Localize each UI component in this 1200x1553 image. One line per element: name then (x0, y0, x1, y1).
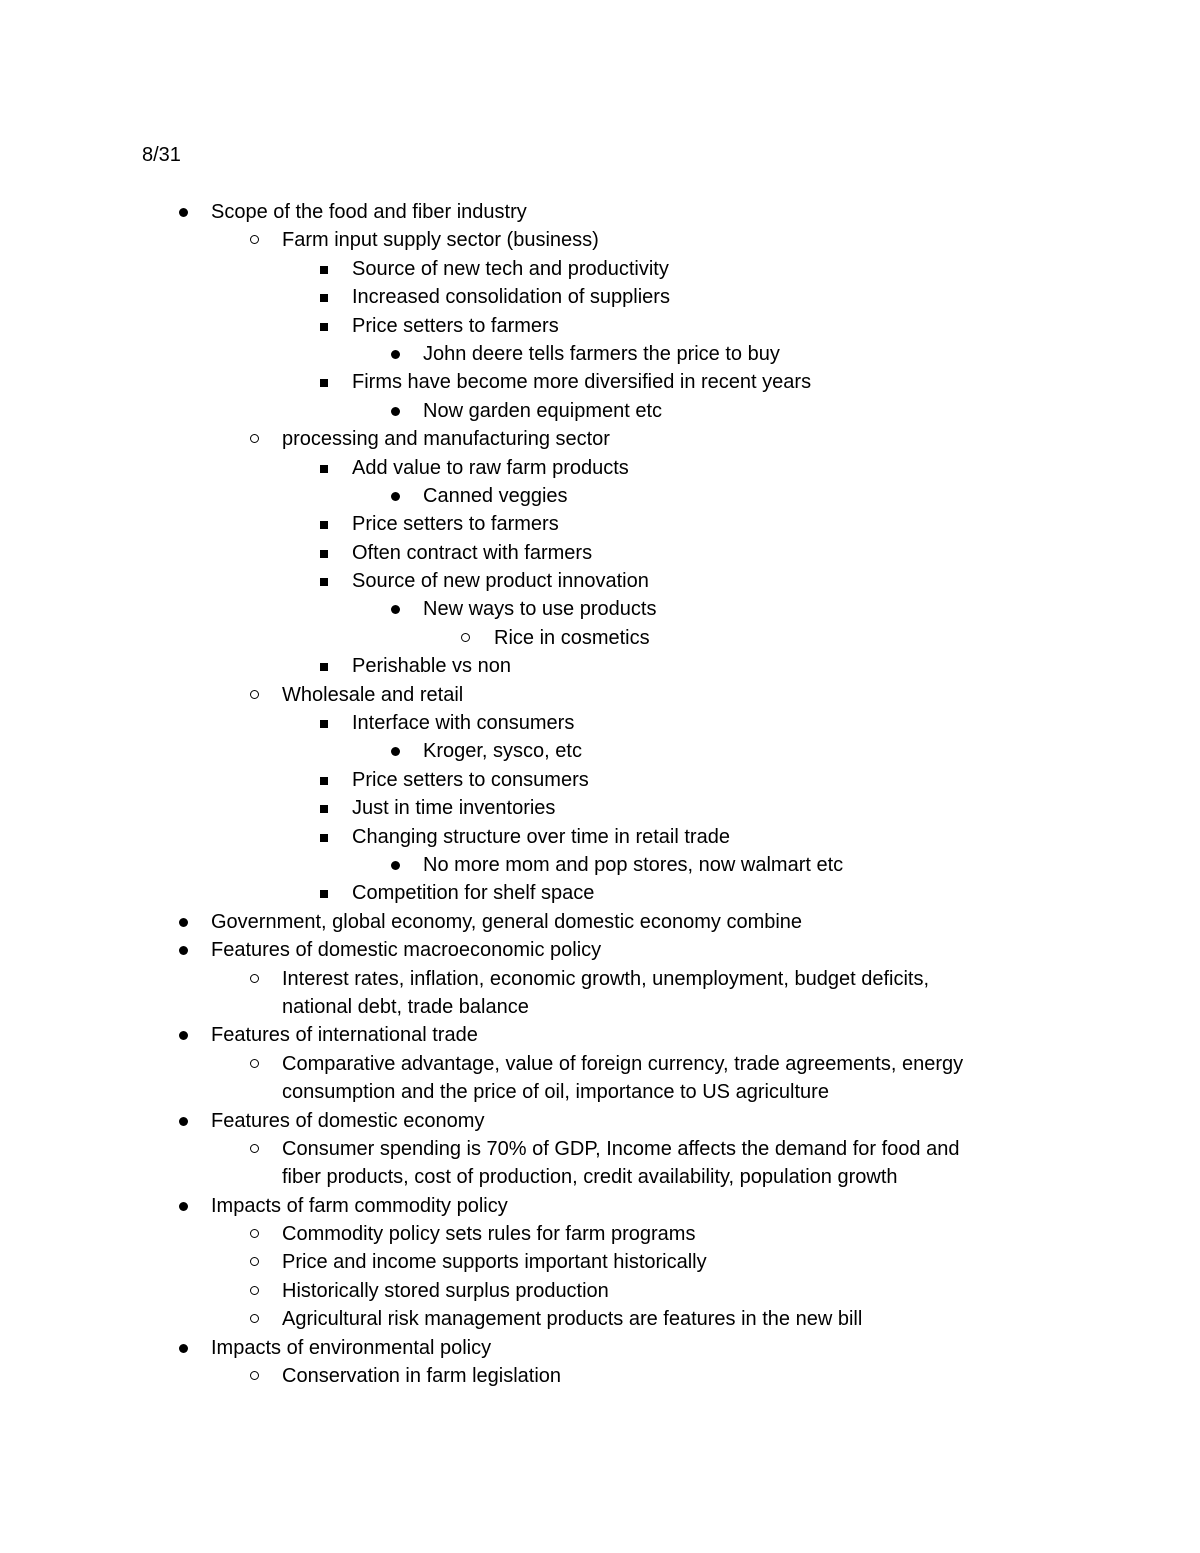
list-item-text: Just in time inventories (352, 797, 556, 820)
list-item-text: national debt, trade balance (282, 995, 529, 1018)
list-item (0, 1192, 1200, 1220)
list-item-text: Price setters to farmers (352, 513, 559, 536)
list-item-text: Increased consolidation of suppliers (352, 286, 670, 309)
list-item-text: Features of domestic economy (211, 1109, 485, 1132)
list-item (0, 567, 1200, 595)
list-item (0, 482, 1200, 510)
list-item (0, 368, 1200, 396)
list-item-text: Commodity policy sets rules for farm programs (282, 1223, 696, 1246)
list-item (0, 1135, 1200, 1163)
list-item (0, 1107, 1200, 1135)
list-item-text: Source of new tech and productivity (352, 257, 669, 280)
list-item-text: Impacts of farm commodity policy (211, 1194, 508, 1217)
square-bullet-icon (320, 521, 328, 529)
list-item (0, 879, 1200, 907)
list-item (0, 454, 1200, 482)
bullet-list (0, 198, 1200, 1390)
square-bullet-icon (320, 777, 328, 785)
circle-bullet-icon (250, 1229, 259, 1238)
list-item (0, 1050, 1200, 1078)
list-item (0, 681, 1200, 709)
disc-bullet-icon (391, 492, 400, 501)
list-item (0, 1248, 1200, 1276)
list-item (0, 1362, 1200, 1390)
square-bullet-icon (320, 890, 328, 898)
list-item-text: New ways to use products (423, 598, 657, 621)
list-item (0, 283, 1200, 311)
disc-bullet-icon (391, 861, 400, 870)
list-item (0, 425, 1200, 453)
circle-bullet-icon (250, 434, 259, 443)
list-item (0, 965, 1200, 993)
list-item (0, 851, 1200, 879)
list-item (0, 1078, 1200, 1106)
list-item-text: Historically stored surplus production (282, 1279, 609, 1302)
list-item (0, 312, 1200, 340)
list-item-text: Now garden equipment etc (423, 399, 663, 422)
circle-bullet-icon (250, 1371, 259, 1380)
list-item (0, 255, 1200, 283)
list-item-text: Comparative advantage, value of foreign currency, trade agreements, energy (282, 1052, 964, 1075)
list-item-text: Conservation in farm legislation (282, 1365, 562, 1388)
note-date: 8/31 (142, 144, 181, 166)
square-bullet-icon (320, 805, 328, 813)
list-item (0, 1277, 1200, 1305)
list-item (0, 993, 1200, 1021)
disc-bullet-icon (179, 1117, 188, 1126)
list-item-text: fiber products, cost of production, credit availability, population growth (282, 1166, 898, 1189)
circle-bullet-icon (250, 1144, 259, 1153)
list-item-text: processing and manufacturing sector (282, 428, 610, 451)
square-bullet-icon (320, 578, 328, 586)
circle-bullet-icon (250, 1314, 259, 1323)
list-item-text: Rice in cosmetics (494, 626, 650, 649)
square-bullet-icon (320, 663, 328, 671)
disc-bullet-icon (179, 918, 188, 927)
list-item (0, 198, 1200, 226)
list-item (0, 624, 1200, 652)
square-bullet-icon (320, 379, 328, 387)
list-item (0, 1305, 1200, 1333)
list-item-text: Scope of the food and fiber industry (211, 201, 527, 223)
list-item-text: Price setters to farmers (352, 314, 559, 337)
list-item-text: Impacts of environmental policy (211, 1336, 492, 1359)
circle-bullet-icon (250, 1257, 259, 1266)
list-item-text: Government, global economy, general domestic economy combine (211, 910, 803, 933)
list-item (0, 397, 1200, 425)
list-item-text: Consumer spending is 70% of GDP, Income affects the demand for food and (282, 1137, 960, 1160)
list-item-text: Interface with consumers (352, 712, 575, 735)
disc-bullet-icon (391, 747, 400, 756)
list-item (0, 226, 1200, 254)
list-item (0, 908, 1200, 936)
disc-bullet-icon (179, 946, 188, 955)
disc-bullet-icon (179, 208, 188, 217)
disc-bullet-icon (391, 407, 400, 416)
square-bullet-icon (320, 323, 328, 331)
list-item-text: Canned veggies (423, 484, 568, 507)
disc-bullet-icon (179, 1344, 188, 1353)
list-item (0, 794, 1200, 822)
list-item (0, 936, 1200, 964)
list-item-text: Interest rates, inflation, economic growth, unemployment, budget deficits, (282, 967, 930, 990)
list-item-text: consumption and the price of oil, importance to US agriculture (282, 1081, 829, 1104)
list-item (0, 709, 1200, 737)
list-item (0, 595, 1200, 623)
list-item-text: Farm input supply sector (business) (282, 229, 599, 252)
list-item-text: John deere tells farmers the price to buy (423, 342, 780, 365)
circle-bullet-icon (250, 690, 259, 699)
square-bullet-icon (320, 720, 328, 728)
list-item (0, 1021, 1200, 1049)
list-item-text: Features of domestic macroeconomic policy (211, 939, 602, 962)
list-item (0, 1163, 1200, 1191)
list-item-text: Perishable vs non (352, 655, 511, 678)
list-item (0, 737, 1200, 765)
list-item (0, 1220, 1200, 1248)
list-item (0, 823, 1200, 851)
list-item-text: Add value to raw farm products (352, 456, 629, 479)
list-item (0, 539, 1200, 567)
list-item-text: Source of new product innovation (352, 570, 649, 593)
circle-bullet-icon (250, 235, 259, 244)
list-item-text: Price setters to consumers (352, 768, 589, 791)
circle-bullet-icon (250, 974, 259, 983)
list-item (0, 510, 1200, 538)
list-item-text: Wholesale and retail (282, 683, 464, 706)
disc-bullet-icon (179, 1031, 188, 1040)
circle-bullet-icon (250, 1059, 259, 1068)
list-item-text: Features of international trade (211, 1024, 478, 1047)
square-bullet-icon (320, 266, 328, 274)
list-item-text: Competition for shelf space (352, 882, 595, 905)
disc-bullet-icon (391, 605, 400, 614)
list-item-text: Changing structure over time in retail trade (352, 825, 730, 848)
disc-bullet-icon (179, 1202, 188, 1211)
list-item (0, 340, 1200, 368)
list-item-text: Firms have become more diversified in recent years (352, 371, 812, 394)
square-bullet-icon (320, 294, 328, 302)
square-bullet-icon (320, 465, 328, 473)
list-item (0, 652, 1200, 680)
list-item-text: Agricultural risk management products are features in the new bill (282, 1308, 863, 1331)
square-bullet-icon (320, 550, 328, 558)
list-item-text: Price and income supports important historically (282, 1251, 707, 1274)
disc-bullet-icon (391, 350, 400, 359)
circle-bullet-icon (461, 633, 470, 642)
circle-bullet-icon (250, 1286, 259, 1295)
list-item-text: Kroger, sysco, etc (423, 740, 582, 763)
square-bullet-icon (320, 834, 328, 842)
list-item-text: No more mom and pop stores, now walmart etc (423, 853, 844, 876)
list-item (0, 1334, 1200, 1362)
list-item (0, 766, 1200, 794)
list-item-text: Often contract with farmers (352, 541, 593, 564)
